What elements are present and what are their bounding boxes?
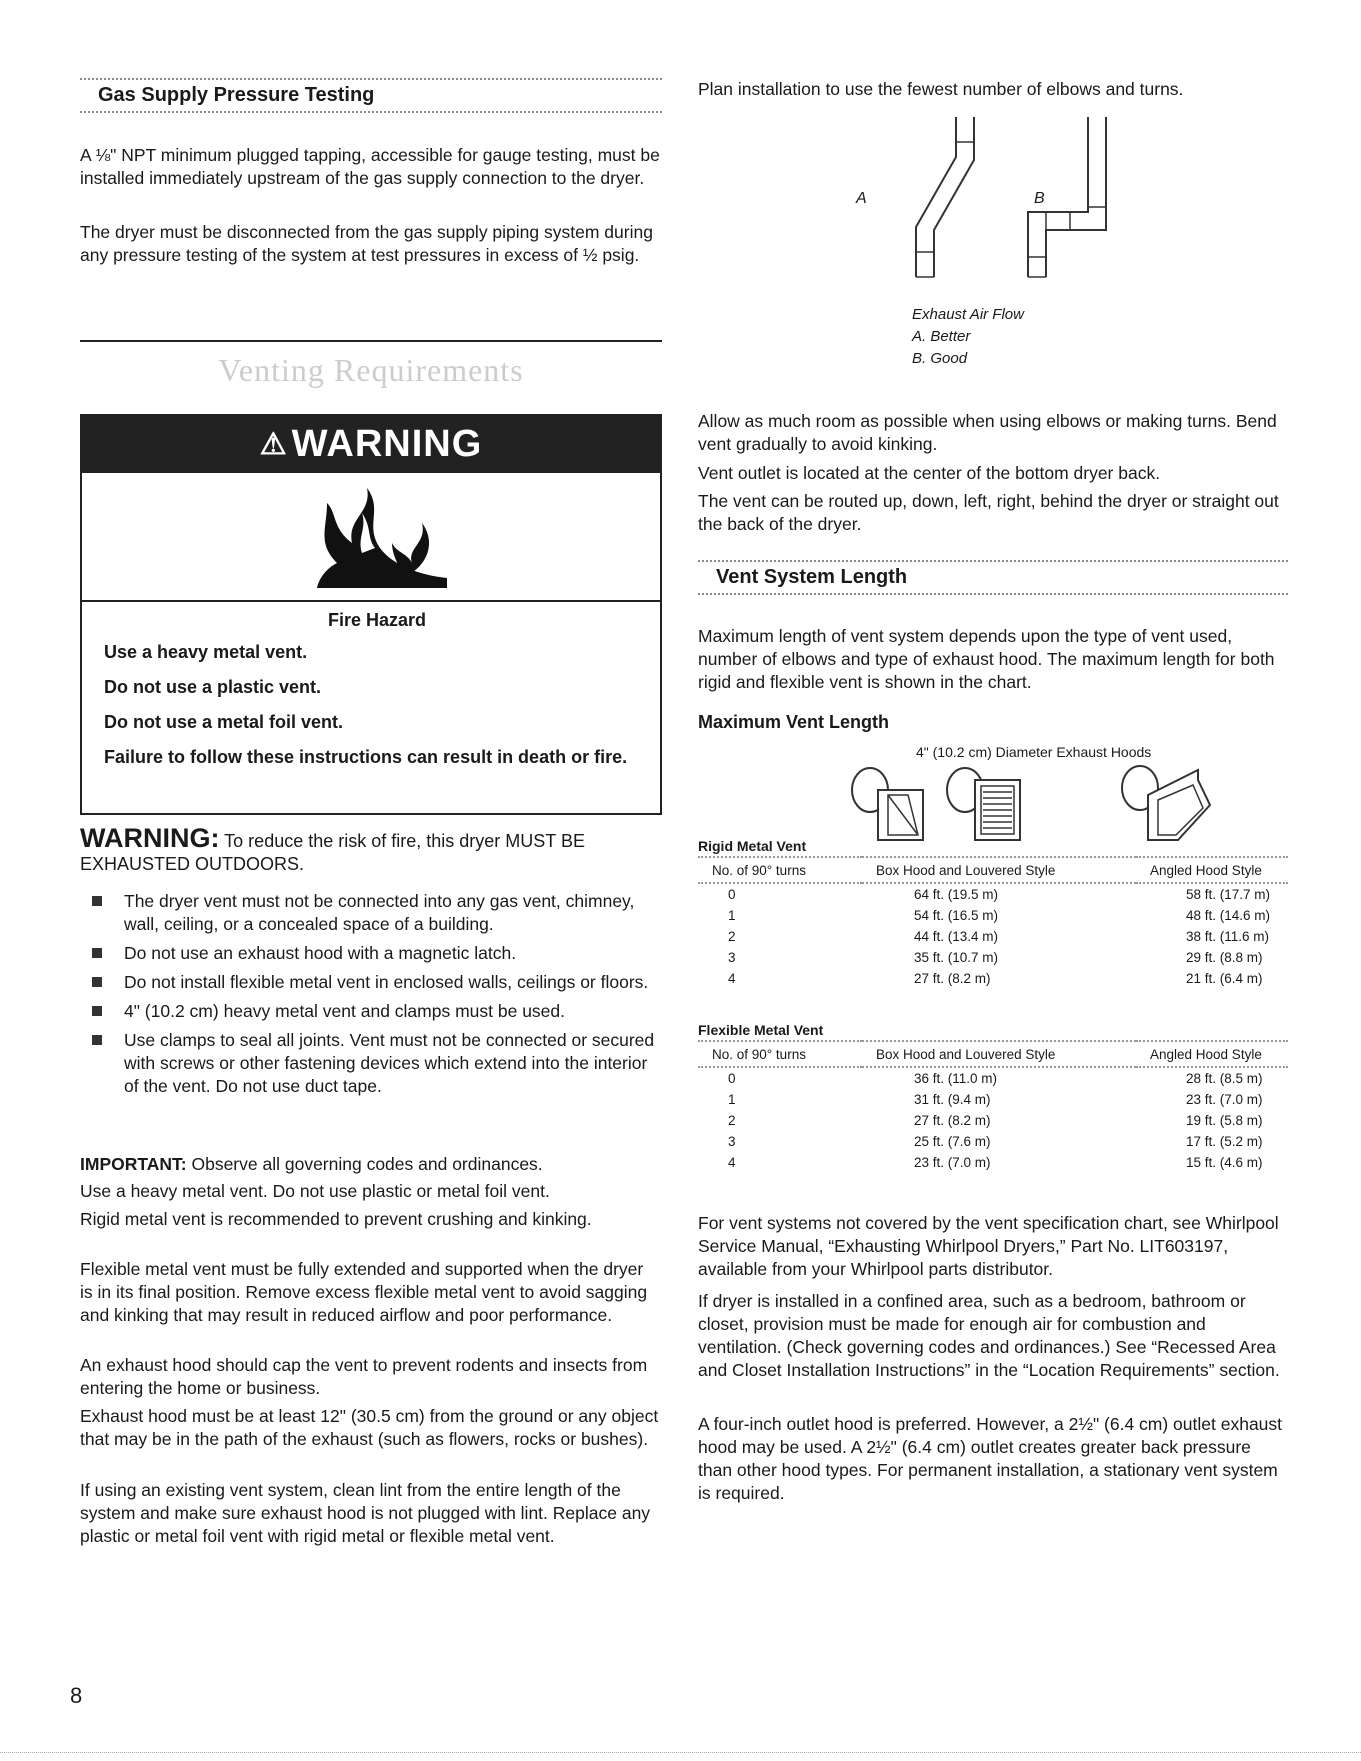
box-hood-cell: 35 ft. (10.7 m) [914,950,999,965]
box-hood-icon [848,760,938,845]
angled-hood-cell: 58 ft. (17.7 m) [1186,887,1271,902]
bullet-item: Do not install flexible metal vent in enclosed walls, ceilings or floors. [80,971,660,994]
flexible-metal-vent-label: Flexible Metal Vent [698,1022,824,1038]
warning-line: Do not use a metal foil vent. [104,712,344,732]
max-vent-length-subheading: Maximum Vent Length [698,712,890,732]
rigid-table-body [698,883,1288,989]
box-hood-cell: 64 ft. (19.5 m) [914,887,999,902]
left-paragraph: An exhaust hood should cap the vent to prevent rodents and insects from entering the home or business. [80,1355,648,1398]
figure-label-b: B [1034,190,1045,207]
col-turns-header: No. of 90° turns [698,1041,862,1067]
fire-hazard-area [82,473,660,602]
rigid-metal-vent-label: Rigid Metal Vent [698,838,807,854]
warning-line: Use a heavy metal vent. [104,642,308,662]
turns-cell: 0 [728,887,736,902]
important-label: IMPORTANT: [80,1154,187,1174]
turns-cell: 2 [728,1113,736,1128]
fire-icon [307,483,457,593]
warning-paragraph [80,823,660,876]
gas-supply-heading-bar [80,78,662,113]
box-hood-cell: 25 ft. (7.6 m) [914,1134,991,1149]
figure-caption-title: Exhaust Air Flow [912,306,1024,323]
right-paragraph: A four-inch outlet hood is preferred. However, a 2½" (6.4 cm) outlet exhaust hood may be used. A 2½" (6.4 cm) outlet creates greater back pressure than other hood types. For permanent installation, a stationary vent system is required. [698,1414,1283,1503]
warning-label: WARNING: [80,823,220,853]
table-row [698,1131,1288,1152]
col-angled-hood-header: Angled Hood Style [1136,857,1288,883]
louvered-hood-icon [943,760,1033,845]
table-header-row [698,857,1288,883]
left-paragraph: Flexible metal vent must be fully extended and supported when the dryer is in its final position. Remove excess flexible metal vent to avoid sagging and kinking that may result in reduced airflow and poor performance. [80,1259,648,1325]
important-text: Observe all governing codes and ordinances. [191,1154,543,1174]
table-row [698,926,1288,947]
warning-paragraph-text: To reduce the risk of fire, this dryer MUST BE EXHAUSTED OUTDOORS. [80,831,585,874]
vent-length-intro: Maximum length of vent system depends upon the type of vent used, number of elbows and type of exhaust hood. The maximum length for both rigid and flexible vent is shown in the chart. [698,626,1275,692]
bullet-item: Do not use an exhaust hood with a magnetic latch. [80,942,660,965]
table-row [698,1110,1288,1131]
vent-system-length-heading-bar [698,560,1288,595]
turns-cell: 4 [728,1155,736,1170]
table-row [698,905,1288,926]
warning-text [82,602,660,769]
angled-hood-cell: 23 ft. (7.0 m) [1186,1092,1263,1107]
gas-supply-heading: Gas Supply Pressure Testing [98,84,375,106]
figure-label-a: A [856,190,867,207]
box-hood-cell: 27 ft. (8.2 m) [914,971,991,986]
box-hood-cell: 23 ft. (7.0 m) [914,1155,991,1170]
figure-caption-a: A. Better [912,328,971,345]
table-header-row [698,1041,1288,1067]
angled-hood-cell: 38 ft. (11.6 m) [1186,929,1270,944]
angled-hood-cell: 48 ft. (14.6 m) [1186,908,1271,923]
turns-cell: 4 [728,971,736,986]
angled-hood-cell: 21 ft. (6.4 m) [1186,971,1263,986]
box-hood-cell: 36 ft. (11.0 m) [914,1071,998,1086]
warning-line: Do not use a plastic vent. [104,677,322,697]
bullet-item: Use clamps to seal all joints. Vent must not be connected or secured with screws or other fastening devices which extend into the interior of the vent. Do not use duct tape. [80,1029,660,1098]
angled-hood-cell: 15 ft. (4.6 m) [1186,1155,1263,1170]
warning-banner-label: WARNING [291,423,483,465]
table-row [698,947,1288,968]
warning-box [80,414,662,815]
flexible-table-body [698,1067,1288,1173]
right-paragraph: Vent outlet is located at the center of the bottom dryer back. [698,463,1161,483]
box-hood-cell: 31 ft. (9.4 m) [914,1092,991,1107]
bullet-item: The dryer vent must not be connected into any gas vent, chimney, wall, ceiling, or a concealed space of a building. [80,890,660,936]
box-hood-cell: 54 ft. (16.5 m) [914,908,999,923]
right-paragraph: If dryer is installed in a confined area, such as a bedroom, bathroom or closet, provision must be made for enough air for combustion and ventilation. (Check governing codes and ordinances.) See “Recessed Area and Closet Installation Instructions” in the “Location Requirements” section. [698,1291,1280,1380]
elbow-figure [698,112,1288,372]
col-turns-header: No. of 90° turns [698,857,862,883]
turns-cell: 1 [728,908,736,923]
vent-system-length-heading: Vent System Length [716,566,908,588]
flexible-vent-table [698,1040,1288,1173]
plan-installation-text: Plan installation to use the fewest number of elbows and turns. [698,79,1184,99]
table-row [698,1089,1288,1110]
box-hood-cell: 44 ft. (13.4 m) [914,929,999,944]
left-paragraph: Rigid metal vent is recommended to prevent crushing and kinking. [80,1209,592,1229]
turns-cell: 2 [728,929,736,944]
box-hood-cell: 27 ft. (8.2 m) [914,1113,991,1128]
turns-cell: 3 [728,950,736,965]
figure-caption [912,304,1024,370]
left-paragraph: Use a heavy metal vent. Do not use plastic or metal foil vent. [80,1181,550,1201]
bullet-item: 4" (10.2 cm) heavy metal vent and clamps must be used. [80,1000,660,1023]
table-row [698,1067,1288,1089]
angled-hood-cell: 19 ft. (5.8 m) [1186,1113,1263,1128]
angled-hood-icon [1118,760,1218,845]
turns-cell: 1 [728,1092,736,1107]
section-divider [80,340,662,342]
right-paragraph: Allow as much room as possible when using elbows or making turns. Bend vent gradually to avoid kinking. [698,411,1277,454]
turns-cell: 3 [728,1134,736,1149]
angled-hood-cell: 17 ft. (5.2 m) [1186,1134,1263,1149]
left-paragraph: If using an existing vent system, clean lint from the entire length of the system and make sure exhaust hood is not plugged with lint. Replace any plastic or metal foil vent with rigid metal or flexible metal vent. [80,1480,651,1546]
angled-hood-cell: 28 ft. (8.5 m) [1186,1071,1263,1086]
col-box-hood-header: Box Hood and Louvered Style [862,857,1136,883]
left-paragraph: Exhaust hood must be at least 12" (30.5 cm) from the ground or any object that may be in the path of the exhaust (such as flowers, rocks or bushes). [80,1406,659,1449]
gas-supply-p2: The dryer must be disconnected from the gas supply piping system during any pressure testing of the system at test pressures in excess of ½ psig. [80,222,653,265]
table-row [698,1152,1288,1173]
figure-caption-b: B. Good [912,350,968,367]
table-row [698,968,1288,989]
right-paragraph: For vent systems not covered by the vent specification chart, see Whirlpool Service Manual, “Exhausting Whirlpool Dryers,” Part No. LIT603197, available from your Whirlpool parts distributor. [698,1213,1279,1279]
warning-line: Failure to follow these instructions can result in death or fire. [104,747,628,767]
venting-requirements-title: Venting Requirements [218,352,524,388]
exhaust-hoods-label: 4" (10.2 cm) Diameter Exhaust Hoods [916,744,1152,760]
important-paragraph [80,1153,660,1176]
right-paragraph: The vent can be routed up, down, left, right, behind the dryer or straight out the back of the dryer. [698,491,1279,534]
table-row [698,883,1288,905]
col-angled-hood-header: Angled Hood Style [1136,1041,1288,1067]
fire-hazard-label: Fire Hazard [327,610,427,630]
elbow-diagram [698,112,1288,302]
warning-triangle-icon: ⚠ [259,428,288,461]
turns-cell: 0 [728,1071,736,1086]
rigid-vent-table [698,856,1288,989]
gas-supply-p1: A ⅛" NPT minimum plugged tapping, accessible for gauge testing, must be installed immediately upstream of the gas supply connection to the dryer. [80,145,660,188]
warning-bullet-list [80,884,660,1098]
col-box-hood-header: Box Hood and Louvered Style [862,1041,1136,1067]
page-number: 8 [70,1683,83,1708]
warning-banner [82,416,660,473]
angled-hood-cell: 29 ft. (8.8 m) [1186,950,1263,965]
footer-divider [0,1752,1361,1753]
